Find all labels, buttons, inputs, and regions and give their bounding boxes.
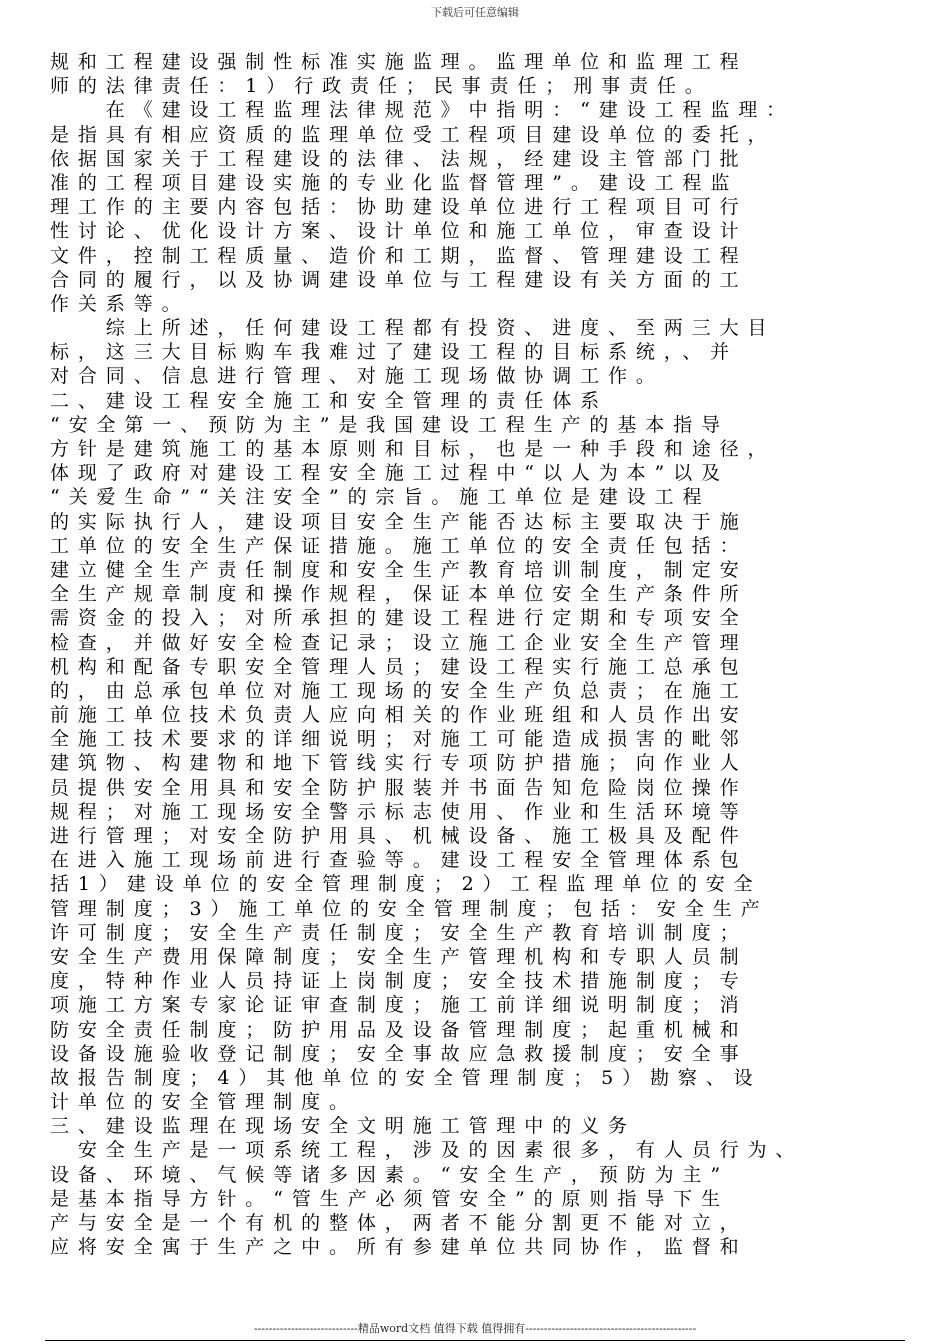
- text-line: 理工作的主要内容包括：协助建设单位进行工程项目可行: [50, 196, 748, 219]
- text-line: 依据国家关于工程建设的法律、法规，经建设主管部门批: [50, 147, 748, 170]
- text-line: 体现了政府对建设工程安全施工过程中“以人为本”以及: [50, 462, 729, 485]
- text-line: 检查，并做好安全检查记录；设立施工企业安全生产管理: [50, 631, 748, 654]
- text-line: 许可制度；安全生产责任制度；安全生产教育培训制度；: [50, 921, 748, 944]
- text-line: 规程；对施工现场安全警示标志使用、作业和生活环境等: [50, 800, 748, 823]
- text-line: 的实际执行人，建设项目安全生产能否达标主要取决于施: [50, 510, 748, 533]
- text-line: 方针是建筑施工的基本原则和目标，也是一种手段和途径，: [50, 438, 776, 460]
- text-line: 度，特种作业人员持证上岗制度；安全技术措施制度；专: [50, 970, 748, 993]
- text-line: 综上所述，任何建设工程都有投资、进度、至两三大目: [50, 317, 776, 340]
- text-line: 故报告制度；4）其他单位的安全管理制度；5）勘察、设: [50, 1066, 762, 1089]
- text-line: 安全生产是一项系统工程，涉及的因素很多，有人员行为、: [50, 1139, 804, 1162]
- text-line: 准的工程项目建设实施的专业化监督管理”。建设工程监: [50, 171, 739, 194]
- text-line: 产与安全是一个有机的整体，两者不能分割更不能对立，: [50, 1212, 748, 1234]
- text-line: 安全生产费用保障制度；安全生产管理机构和专职人员制: [50, 945, 748, 968]
- document-body: [50, 50, 900, 1259]
- text-line: 标，这三大目标购车我难过了建设工程的目标系统，、并: [50, 341, 739, 364]
- text-line: 前施工单位技术负责人应向相关的作业班组和人员作出安: [50, 704, 748, 727]
- text-line: 作关系等。: [50, 292, 190, 315]
- section-heading: 二、建设工程安全施工和安全管理的责任体系: [50, 389, 609, 412]
- text-line: 全生产规章制度和操作规程，保证本单位安全生产条件所: [50, 583, 748, 606]
- section-heading: 三、建设监理在现场安全文明施工管理中的义务: [50, 1115, 636, 1138]
- text-line: 进行管理；对安全防护用具、机械设备、施工极具及配件: [50, 825, 748, 847]
- text-line: 设备、环境、气候等诸多因素。“安全生产，预防为主”: [50, 1163, 729, 1186]
- text-line: “安全第一、预防为主”是我国建设工程生产的基本指导: [50, 413, 729, 436]
- text-line: 防安全责任制度；防护用品及设备管理制度；起重机械和: [50, 1018, 748, 1041]
- text-line: 建立健全生产责任制度和安全生产教育培训制度，制定安: [50, 558, 748, 581]
- text-line: “关爱生命”“关注安全”的宗旨。施工单位是建设工程: [50, 486, 711, 509]
- text-line: 需资金的投入；对所承担的建设工程进行定期和专项安全: [50, 607, 748, 630]
- text-line: 的，由总承包单位对施工现场的安全生产负总责；在施工: [50, 679, 748, 702]
- text-line: 师的法律责任：1）行政责任；民事责任；刑事责任。: [50, 75, 713, 98]
- text-line: 工单位的安全生产保证措施。施工单位的安全责任包括：: [50, 534, 748, 557]
- text-line: 在进入施工现场前进行查验等。建设工程安全管理体系包: [50, 849, 748, 872]
- text-line: 项施工方案专家论证审查制度；施工前详细说明制度；消: [50, 994, 748, 1017]
- text-line: 员提供安全用具和安全防护服装并书面告知危险岗位操作: [50, 776, 748, 799]
- text-line: 对合同、信息进行管理、对施工现场做协调工作。: [50, 365, 664, 388]
- text-line: 机构和配备专职安全管理人员；建设工程实行施工总承包: [50, 655, 748, 678]
- page-header-note: 下载后可任意编辑: [431, 6, 519, 19]
- text-line: 性讨论、优化设计方案、设计单位和施工单位，审查设计: [50, 220, 748, 243]
- text-line: 全施工技术要求的详细说明；对施工可能造成损害的毗邻: [50, 728, 748, 751]
- page-footer-note: ----------------------------精品word文档 值得下载 值得拥有----------------------------------------------: [253, 1322, 697, 1335]
- text-line: 计单位的安全管理制度。: [50, 1091, 357, 1114]
- text-line: 在《建设工程监理法律规范》中指明：“建设工程监理：: [50, 99, 795, 122]
- text-line: 规和工程建设强制性标准实施监理。监理单位和监理工程: [50, 51, 748, 73]
- text-line: 设备设施验收登记制度；安全事故应急救援制度；安全事: [50, 1042, 748, 1065]
- text-line: 建筑物、构建物和地下管线实行专项防护措施；向作业人: [50, 752, 748, 775]
- text-line: 应将安全寓于生产之中。所有参建单位共同协作，监督和: [50, 1236, 748, 1259]
- text-line: 是基本指导方针。“管生产必须管安全”的原则指导下生: [50, 1187, 729, 1210]
- text-line: 文件，控制工程质量、造价和工期，监督、管理建设工程: [50, 244, 748, 267]
- footer-divider: [45, 1340, 905, 1341]
- text-line: 管理制度；3）施工单位的安全管理制度；包括：安全生产: [50, 897, 769, 920]
- text-line: 是指具有相应资质的监理单位受工程项目建设单位的委托，: [50, 123, 776, 146]
- text-line: 括1）建设单位的安全管理制度；2）工程监理单位的安全: [50, 873, 762, 896]
- text-line: 合同的履行，以及协调建设单位与工程建设有关方面的工: [50, 268, 748, 291]
